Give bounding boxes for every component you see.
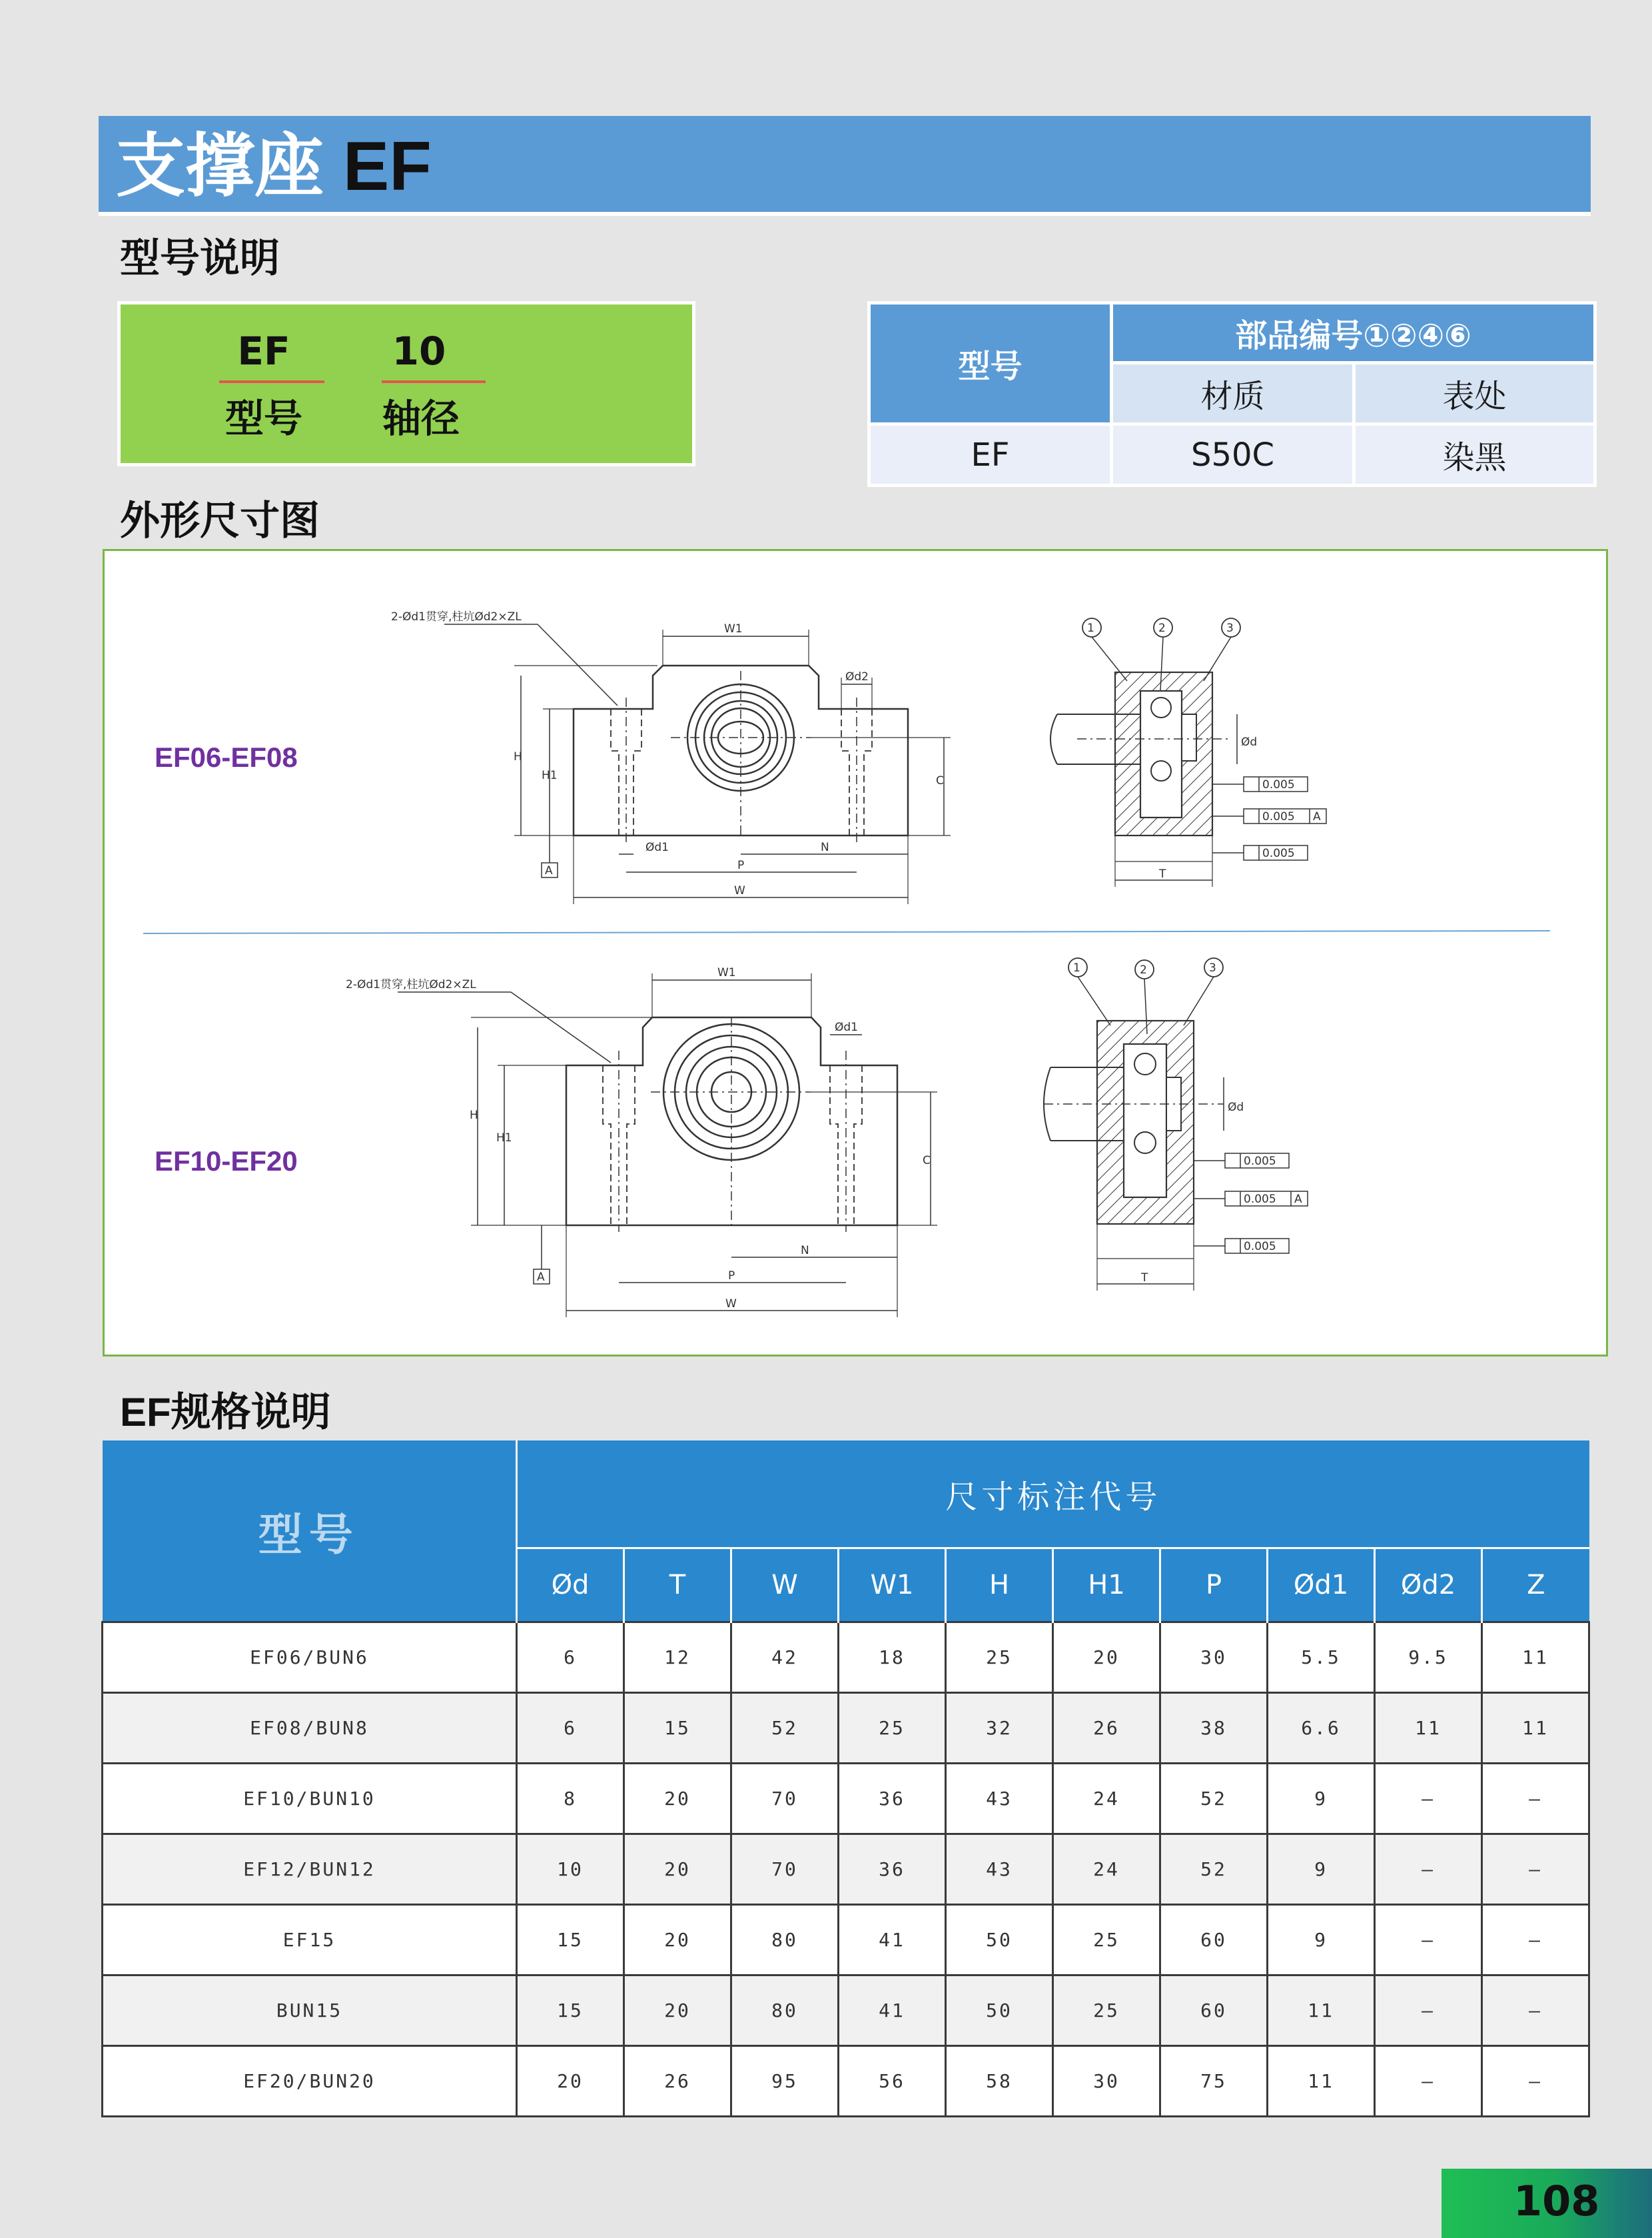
spec-cell-value: 25 — [1053, 1905, 1160, 1975]
spec-cell-value: 6 — [517, 1693, 624, 1764]
spec-col-header: W1 — [839, 1548, 946, 1622]
spec-cell-value: 70 — [731, 1834, 839, 1905]
spec-col-header: H — [946, 1548, 1053, 1622]
spec-col-header: W — [731, 1548, 839, 1622]
dim-h1-bottom: H1 — [496, 1131, 512, 1145]
spec-cell-value: – — [1375, 1834, 1482, 1905]
spec-cell-value: 25 — [1053, 1975, 1160, 2046]
hole-note-bottom: 2-Ød1贯穿,柱坑Ød2×ZL — [346, 978, 476, 991]
spec-cell-value: 30 — [1053, 2046, 1160, 2117]
spec-cell-value: 95 — [731, 2046, 839, 2117]
spec-cell-value: 56 — [839, 2046, 946, 2117]
spec-cell-value: 52 — [731, 1693, 839, 1764]
dim-d-top: Ød — [1241, 736, 1258, 749]
spec-cell-value: 60 — [1160, 1905, 1268, 1975]
table-row — [103, 1975, 1589, 2046]
spec-cell-value: 50 — [946, 1975, 1053, 2046]
spec-header-model: 型号 — [103, 1440, 517, 1622]
spec-cell-value: 15 — [517, 1975, 624, 2046]
tol-3-bottom: 0.005 — [1244, 1240, 1276, 1253]
section-heading-drawing: 外形尺寸图 — [120, 498, 320, 544]
spec-cell-model: EF15 — [103, 1905, 517, 1975]
spec-cell-value: – — [1375, 2046, 1482, 2117]
tol-2-bottom: 0.005 — [1244, 1193, 1276, 1206]
page-title: 支撑座 EF — [116, 125, 432, 207]
dim-c-top: C — [936, 774, 944, 788]
tol-datum-top: A — [1313, 810, 1321, 824]
spec-cell-value: 24 — [1053, 1764, 1160, 1834]
spec-cell-value: 70 — [731, 1764, 839, 1834]
spec-cell-value: 43 — [946, 1834, 1053, 1905]
spec-cell-value: 11 — [1268, 2046, 1375, 2117]
spec-cell-value: 12 — [624, 1622, 731, 1693]
spec-cell-value: – — [1375, 1764, 1482, 1834]
spec-cell-value: 80 — [731, 1975, 839, 2046]
tol-1-bottom: 0.005 — [1244, 1155, 1276, 1168]
dim-t-top: T — [1159, 867, 1166, 881]
spec-col-header: Ød1 — [1268, 1548, 1375, 1622]
spec-cell-value: – — [1482, 1834, 1589, 1905]
table-row — [103, 1834, 1589, 1905]
spec-cell-value: 60 — [1160, 1975, 1268, 2046]
dim-h1-top: H1 — [542, 769, 558, 782]
dim-w-bottom: W — [725, 1297, 737, 1311]
spec-cell-value: 18 — [839, 1622, 946, 1693]
spec-cell-value: 20 — [624, 1834, 731, 1905]
dim-c-bottom: C — [923, 1154, 931, 1167]
model-code-part1-label: 型号 — [224, 396, 302, 441]
spec-cell-value: 36 — [839, 1834, 946, 1905]
underline — [219, 380, 324, 383]
spec-cell-value: 6 — [517, 1622, 624, 1693]
dim-p-bottom: P — [728, 1269, 735, 1283]
spec-cell-value: 52 — [1160, 1764, 1268, 1834]
spec-cell-value: 6.6 — [1268, 1693, 1375, 1764]
tol-3-top: 0.005 — [1262, 847, 1295, 860]
spec-cell-value: 11 — [1268, 1975, 1375, 2046]
dimension-drawing-panel — [103, 549, 1608, 1357]
spec-cell-value: 9 — [1268, 1764, 1375, 1834]
spec-cell-value: – — [1482, 1764, 1589, 1834]
spec-cell-value: 15 — [517, 1905, 624, 1975]
dim-p-top: P — [737, 859, 745, 872]
tol-2-top: 0.005 — [1262, 810, 1295, 824]
dim-h-bottom: H — [470, 1109, 478, 1122]
dim-d1-top: Ød1 — [645, 841, 669, 854]
spec-cell-value: 11 — [1482, 1622, 1589, 1693]
datum-a-bottom: A — [537, 1271, 545, 1284]
spec-cell-value: 9 — [1268, 1834, 1375, 1905]
technical-drawings — [105, 551, 1606, 1355]
spec-cell-value: 58 — [946, 2046, 1053, 2117]
spec-cell-value: 8 — [517, 1764, 624, 1834]
spec-cell-value: 25 — [946, 1622, 1053, 1693]
spec-cell-value: 10 — [517, 1834, 624, 1905]
spec-cell-value: 32 — [946, 1693, 1053, 1764]
title-bar — [99, 116, 1591, 216]
spec-cell-value: 42 — [731, 1622, 839, 1693]
spec-cell-value: 41 — [839, 1905, 946, 1975]
spec-cell-value: 9.5 — [1375, 1622, 1482, 1693]
callout-3-bottom: 3 — [1209, 961, 1216, 975]
datum-a-top: A — [545, 864, 553, 877]
spec-cell-value: – — [1482, 2046, 1589, 2117]
spec-cell-value: 20 — [624, 1905, 731, 1975]
page-number-tab — [1442, 2169, 1652, 2238]
dim-w1-bottom: W1 — [717, 966, 736, 979]
spec-cell-value: 80 — [731, 1905, 839, 1975]
spec-cell-value: 38 — [1160, 1693, 1268, 1764]
tol-1-top: 0.005 — [1262, 778, 1295, 792]
part-number-header: 部品编号①②④⑥ — [1112, 303, 1595, 363]
dim-h-top: H — [514, 750, 522, 764]
spec-cell-value: – — [1482, 1975, 1589, 2046]
dim-d-bottom: Ød — [1228, 1101, 1244, 1114]
dim-n-top: N — [821, 841, 829, 854]
spec-cell-model: EF06/BUN6 — [103, 1622, 517, 1693]
dim-t-bottom: T — [1141, 1271, 1148, 1285]
callout-1-top: 1 — [1087, 622, 1094, 635]
page-number: 108 — [1513, 2177, 1600, 2225]
spec-col-header: P — [1160, 1548, 1268, 1622]
spec-header-dimensions: 尺寸标注代号 — [517, 1440, 1589, 1548]
material-row-surface: 染黑 — [1354, 424, 1595, 486]
material-col-surface: 表处 — [1354, 363, 1595, 424]
model-code-part1: EF — [237, 328, 290, 374]
spec-col-header: T — [624, 1548, 731, 1622]
spec-cell-value: 20 — [517, 2046, 624, 2117]
hole-note-top: 2-Ød1贯穿,柱坑Ød2×ZL — [391, 610, 522, 624]
spec-cell-value: 50 — [946, 1905, 1053, 1975]
spec-cell-value: 26 — [624, 2046, 731, 2117]
dim-n-bottom: N — [801, 1244, 809, 1257]
spec-cell-value: 20 — [624, 1975, 731, 2046]
dim-d1-bottom: Ød1 — [835, 1021, 858, 1034]
drawing-label-ef10-ef20: EF10-EF20 — [155, 1145, 298, 1177]
spec-cell-model: EF08/BUN8 — [103, 1693, 517, 1764]
spec-col-header: Z — [1482, 1548, 1589, 1622]
spec-cell-value: 11 — [1482, 1693, 1589, 1764]
spec-cell-value: 11 — [1375, 1693, 1482, 1764]
spec-col-header: Ød — [517, 1548, 624, 1622]
model-code-box — [117, 301, 695, 466]
material-col-model: 型号 — [869, 303, 1112, 424]
spec-cell-value: 75 — [1160, 2046, 1268, 2117]
spec-cell-value: 20 — [624, 1764, 731, 1834]
tol-datum-bottom: A — [1294, 1193, 1302, 1206]
separator-line — [143, 931, 1550, 933]
spec-cell-value: 43 — [946, 1764, 1053, 1834]
spec-cell-value: 41 — [839, 1975, 946, 2046]
spec-cell-value: 36 — [839, 1764, 946, 1834]
table-row — [103, 1693, 1589, 1764]
table-row — [103, 1905, 1589, 1975]
table-row — [103, 2046, 1589, 2117]
callout-2-bottom: 2 — [1140, 963, 1147, 977]
spec-cell-value: 24 — [1053, 1834, 1160, 1905]
model-code-part2: 10 — [392, 328, 446, 374]
spec-cell-value: 5.5 — [1268, 1622, 1375, 1693]
section-heading-spec: EF规格说明 — [120, 1390, 331, 1434]
dim-w-top: W — [734, 884, 745, 897]
spec-cell-value: – — [1482, 1905, 1589, 1975]
material-row-model: EF — [869, 424, 1112, 486]
table-row — [103, 1764, 1589, 1834]
spec-cell-value: 9 — [1268, 1905, 1375, 1975]
table-row — [103, 1622, 1589, 1693]
spec-cell-value: 20 — [1053, 1622, 1160, 1693]
callout-1-bottom: 1 — [1073, 961, 1080, 975]
spec-cell-value: – — [1375, 1905, 1482, 1975]
callout-2-top: 2 — [1158, 622, 1166, 635]
dim-w1-top: W1 — [724, 622, 743, 636]
spec-col-header: Ød2 — [1375, 1548, 1482, 1622]
spec-cell-model: EF12/BUN12 — [103, 1834, 517, 1905]
spec-table — [101, 1440, 1590, 2117]
spec-cell-value: 52 — [1160, 1834, 1268, 1905]
section-heading-model: 型号说明 — [120, 235, 280, 282]
material-table — [867, 301, 1597, 487]
dim-d2-top: Ød2 — [845, 670, 869, 684]
spec-cell-value: 26 — [1053, 1693, 1160, 1764]
spec-cell-model: EF20/BUN20 — [103, 2046, 517, 2117]
material-row-material: S50C — [1112, 424, 1354, 486]
model-code-part2-label: 轴径 — [382, 396, 460, 441]
underline — [382, 380, 486, 383]
spec-cell-model: BUN15 — [103, 1975, 517, 2046]
spec-cell-value: 15 — [624, 1693, 731, 1764]
spec-cell-value: 30 — [1160, 1622, 1268, 1693]
callout-3-top: 3 — [1226, 622, 1234, 635]
spec-cell-value: 25 — [839, 1693, 946, 1764]
spec-col-header: H1 — [1053, 1548, 1160, 1622]
spec-cell-value: – — [1375, 1975, 1482, 2046]
drawing-label-ef06-ef08: EF06-EF08 — [155, 742, 298, 773]
material-col-material: 材质 — [1112, 363, 1354, 424]
spec-cell-model: EF10/BUN10 — [103, 1764, 517, 1834]
